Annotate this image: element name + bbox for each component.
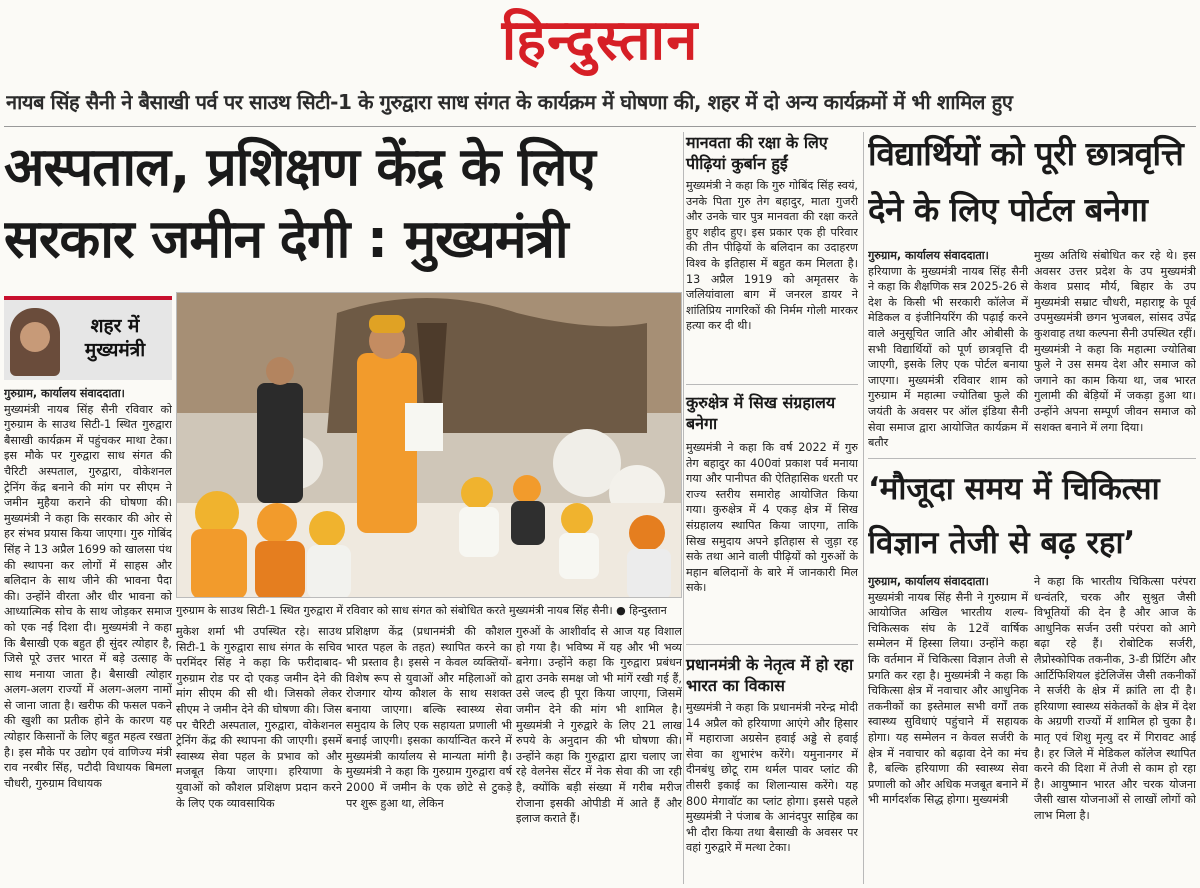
gurdwara-event-illustration (177, 293, 682, 598)
right-story1-headline (868, 126, 1198, 238)
kicker-line: नायब सिंह सैनी ने बैसाखी पर्व पर साउथ सिटी-1 के गुरुद्वारा साध संगत के कार्यक्रम में घोषणा की, शहर में दो अन्य कार्यक्रमों में भी शामिल हुए (6, 90, 1013, 114)
main-story-col3-text: प्रशिक्षण केंद्र (प्रधानमंत्री की कौशल भारत पहल के तहत) स्थापित करने का भी प्रस्ताव है। इससे न केवल व्यक्तियों-विशेष रूप से युवाओं और महिलाओं को रोजगार योग्य कौशल के साथ सशक्त बनाया जाएगा। बल्कि स्वास्थ्य सेवा समुदाय के लिए एक सहायता प्रणाली भी बनाई जाएगी। इसका कार्यान्वित करने में मुख्यमंत्री कार्यालय से मान्यता मांगी है। मुख्यमंत्री ने कहा कि गुरुग्राम गुरुद्वारा वर्ष 2000 में जमीन के एक छोटे से टुकड़े पर शुरू हुआ था, लेकिन (346, 625, 512, 810)
main-headline-line2: सरकार जमीन देगी : मुख्यमंत्री (4, 209, 568, 270)
newspaper-logo: हिन्दुस्तान (501, 7, 699, 73)
column-rule (683, 132, 684, 884)
sidebar-story2-text: मुख्यमंत्री ने कहा कि वर्ष 2022 में गुरु तेग बहादुर का 400वां प्रकाश पर्व मनाया गया और पानीपत की ऐतिहासिक धरती पर राज्य स्तरीय समारोह आयोजित किया गया। कुरुक्षेत्र में 4 एकड़ क्षेत्र में सिख संग्रहालय स्थापित किया जाएगा, ताकि सिख समुदाय अपने इतिहास से जुड़ा रह सके तथा आने वाली पीढ़ियों को गुरुओं के महान बलिदानों के बारे में जानकारी मिल सके। (686, 441, 858, 595)
main-story-col3 (346, 624, 512, 884)
right-story1-col2 (1034, 248, 1196, 452)
divider (686, 644, 858, 645)
right-story1-col2-text: मुख्य अतिथि संबोधित कर रहे थे। इस अवसर उत्तर प्रदेश के उप मुख्यमंत्री केशव प्रसाद मौर्य, बिहार के उप मुख्यमंत्री सम्राट चौधरी, महाराष्ट्र के पूर्व उपमुख्यमंत्री छगन भुजबल, सांसद उपेंद्र कुशवाह तथा कल्पना सैनी उपस्थित रहीं। मुख्यमंत्री ने कहा कि महात्मा ज्योतिबा फुले ने उस समय देश और समाज को जगाने का काम किया था, जब भारत गुलामी की बेड़ियों में जकड़ा हुआ था। उन्होंने अपना सम्पूर्ण जीवन समाज को सशक्त बनाने में लगा दिया। (1034, 249, 1196, 434)
main-headline-line1: अस्पताल, प्रशिक्षण केंद्र के लिए (4, 137, 595, 198)
right-story2-col1 (868, 574, 1028, 884)
right-story1-headline-line2: देने के लिए पोर्टल बनेगा (868, 190, 1148, 229)
sidebar-story1-text: मुख्यमंत्री ने कहा कि गुरु गोबिंद सिंह स्वयं, उनके पिता गुरु तेग बहादुर, माता गुजरी और उनके चार पुत्र मानवता की रक्षा करते हुए शहीद हुए। इस प्रकार एक ही परिवार की तीन पीढ़ियों के बलिदान का उदाहरण विश्व के इतिहास में बहुत कम मिलता है। 13 अप्रैल 1919 को अमृतसर के जलियांवाला बाग में जनरल डायर ने शांतिप्रिय नागरिकों की निर्मम गोली मारकर हत्या कर दी थी। (686, 179, 858, 333)
main-story-col1-text: मुख्यमंत्री नायब सिंह सैनी रविवार को गुरुग्राम के साउथ सिटी-1 स्थित गुरुद्वारा बैसाखी कार्यक्रम में पहुंचकर माथा टेका। इस मौके पर गुरुद्वारा साध संगत की चैरिटी अस्पताल, गुरुद्वारा, वोकेशनल ट्रेनिंग केंद्र बनाने की मांग पर सीएम ने जमीन मुहैया कराने की घोषणा की। मुख्यमंत्री ने कहा कि सरकार की ओर से हर संभव प्रयास किया जाएगा। गुरु गोबिंद सिंह ने 13 अप्रैल 1699 को खालसा पंथ की स्थापना कर लोगों में साहस और बलिदान के साथ जीने की भावना पैदा की। उन्होंने वीरता और धीर भावना को आध्यात्मिक सोच के साथ जोड़कर समाज को एक नई दिशा दी। मुख्यमंत्री ने कहा कि बैसाखी एक बहुत ही सुंदर त्योहार है, जिसे पूरे उत्तर भारत में बड़े उत्साह के साथ मनाया जाता है। बैसाखी त्योहार अलग-अलग राज्यों में अलग-अलग नामों से जाना जाता है। खरीफ की फसल पकने की खुशी का प्रतीक होने के कारण यह त्योहार किसानों के लिए बहुत महत्व रखता है। इस मौके पर उद्योग एवं वाणिज्य मंत्री राव नरबीर सिंह, पटौदी विधायक बिमला चौधरी, गुरुग्राम विधायक (4, 402, 172, 790)
main-story-col4-text: गुरुओं के आशीर्वाद से आज यह विशाल हो गया है। भविष्य में यह और भी भव्य बनेगा। उन्होंने कहा कि गुरुद्वारा प्रबंधन द्वारा उनके समक्ष जो भी मांगें रखी गई हैं, उसे जल्द ही पूरा किया जाएगा, जिसमें जमीन देने की मांग भी शामिल है। मुख्यमंत्री ने गुरुद्वारे के लिए 21 लाख रुपये के अनुदान की भी घोषणा की। उन्होंने कहा कि गुरुद्वारा द्वारा चलाए जा रहे वेलनेस सेंटर में नेक सेवा की जा रही है, क्योंकि बड़ी संख्या में गरीब मरीज रोजाना इसकी ओपीडी में आते हैं और इलाज कराते हैं। (516, 625, 682, 826)
sidebar-story3-text: मुख्यमंत्री ने कहा कि प्रधानमंत्री नरेन्द्र मोदी 14 अप्रैल को हरियाणा आएंगे और हिसार में महाराजा अग्रसेन हवाई अड्डे से हवाई सेवा का शुभारंभ करेंगे। यमुनानगर में दीनबंधु छोटू राम थर्मल पावर प्लांट की तीसरी इकाई का शिलान्यास करेंगे। यह 800 मेगावॉट का प्लांट होगा। इससे पहले मुख्यमंत्री ने पंजाब के आनंदपुर साहिब का भी दौरा किया तथा बैसाखी के अवसर पर वहां गुरुद्वारे में मत्था टेका। (686, 701, 858, 855)
divider (686, 384, 858, 385)
right-story2-col2 (1034, 574, 1196, 884)
right-story1-col1-text: हरियाणा के मुख्यमंत्री नायब सिंह सैनी ने कहा कि शैक्षणिक सत्र 2025-26 से देश के किसी भी सरकारी कॉलेज में मेडिकल व इंजीनियरिंग की पढ़ाई करने वाले अनुसूचित जाति और ओबीसी के सभी विद्यार्थियों को पूर्ण छात्रवृत्ति दी जाएगी, इसके लिए एक पोर्टल बनाया जाएगा। मुख्यमंत्री रविवार शाम को गुरुग्राम में महात्मा ज्योतिबा फुले की जयंती के अवसर पर ऑल इंडिया सैनी सेवा समाज द्वारा आयोजित कार्यक्रम में बतौर (868, 264, 1028, 450)
byline: गुरुग्राम, कार्यालय संवाददाता। (4, 387, 125, 400)
cm-portrait (10, 308, 60, 376)
right-story2-headline-line2: विज्ञान तेजी से बढ़ रहा’ (868, 525, 1136, 561)
main-story-col1 (4, 386, 172, 884)
sidebar-story3-body (686, 700, 858, 884)
main-story-col2 (176, 624, 342, 884)
sidebar-story1-headline: मानवता की रक्षा के लिए पीढ़ियां कुर्बान हुईं (686, 133, 828, 173)
masthead (0, 0, 1200, 88)
main-headline (4, 132, 680, 282)
column-label: शहर में मुख्यमंत्री (84, 315, 146, 361)
right-story1-headline-line1: विद्यार्थियों को पूरी छात्रवृत्ति (868, 134, 1184, 173)
right-story2-headline (868, 462, 1198, 570)
divider (868, 458, 1196, 459)
event-photo (176, 292, 682, 598)
sidebar-story3-headline: प्रधानमंत्री के नेतृत्व में हो रहा भारत का विकास (686, 655, 854, 695)
right-story2-col1-text: मुख्यमंत्री नायब सिंह सैनी ने गुरुग्राम में आयोजित अखिल भारतीय शल्य-चिकित्सक संघ के 12वें वार्षिक सम्मेलन में हिस्सा लिया। उन्होंने कहा कि वर्तमान में चिकित्सा विज्ञान तेजी से प्रगति कर रहा है। मुख्यमंत्री ने कहा कि चिकित्सा क्षेत्र में नवाचार और आधुनिक तकनीकों का इस्तेमाल सभी वर्गों तक स्वास्थ्य सुविधाएं पहुंचाने में सहायक होगा। यह सम्मेलन न केवल सर्जरी के क्षेत्र में नवाचार को बढ़ावा देने का मंच है, बल्कि हरियाणा की स्वास्थ्य सेवा प्रणाली को और अधिक मजबूत बनाने में भी मार्गदर्शक सिद्ध होगा। मुख्यमंत्री (868, 590, 1028, 807)
column-label-box (4, 296, 172, 380)
column-rule (863, 132, 864, 884)
right-story2-headline-line1: ‘मौजूदा समय में चिकित्सा (868, 471, 1160, 507)
byline: गुरुग्राम, कार्यालय संवाददाता। (868, 575, 989, 588)
byline: गुरुग्राम, कार्यालय संवाददाता। (868, 249, 989, 262)
sidebar-story2-body (686, 440, 858, 636)
sidebar-story1-body (686, 178, 858, 374)
main-story-col2-text: मुकेश शर्मा भी उपस्थित रहे। साउथ सिटी-1 के गुरुद्वारा साध संगत के सचिव परमिंदर सिंह ने कहा कि फरीदाबाद-गुरुग्राम रोड पर दो एकड़ जमीन देने की मांग सीएम की सी थी। जिसको लेकर सीएम ने जमीन देने की घोषणा की। जिस पर चैरिटी अस्पताल, गुरुद्वारा, वोकेशनल ट्रेनिंग केंद्र की स्थापना की जाएगी। इसमें स्वास्थ्य सेवा पहल के प्रभाव को और मजबूत किया जाएगा। हरियाणा के युवाओं को कौशल प्रशिक्षण प्रदान करने के लिए एक व्यावसायिक (176, 625, 342, 810)
main-story-col4 (516, 624, 682, 884)
right-story1-col1 (868, 248, 1028, 452)
sidebar-story2-headline: कुरुक्षेत्र में सिख संग्रहालय बनेगा (686, 393, 836, 433)
right-story2-col2-text: ने कहा कि भारतीय चिकित्सा परंपरा धन्वंतरि, चरक और सुश्रुत जैसी विभूतियों की देन है और आज के आधुनिक सर्जन उसी परंपरा को आगे बढ़ा रहे हैं। रोबोटिक सर्जरी, लैप्रोस्कोपिक तकनीक, 3-डी प्रिंटिंग और आर्टिफिशियल इंटेलिजेंस जैसी तकनीकों ने सर्जरी के क्षेत्र में क्रांति ला दी है। हरियाणा स्वास्थ्य संकेतकों के क्षेत्र में देश के अग्रणी राज्यों में शामिल हो चुका है। मातृ एवं शिशु मृत्यु दर में गिरावट आई है। हर जिले में मेडिकल कॉलेज स्थापित करने की दिशा में तेजी से काम हो रहा है। आयुष्मान भारत और चरक योजना जैसी खास योजनाओं से लाखों लोगों को लाभ मिला है। (1034, 575, 1196, 822)
photo-caption: गुरुग्राम के साउथ सिटी-1 स्थित गुरुद्वारा में रविवार को साध संगत को संबोधित करते मुख्यमंत्री नायब सिंह सैनी। ● हिन्दुस्तान (176, 604, 667, 617)
